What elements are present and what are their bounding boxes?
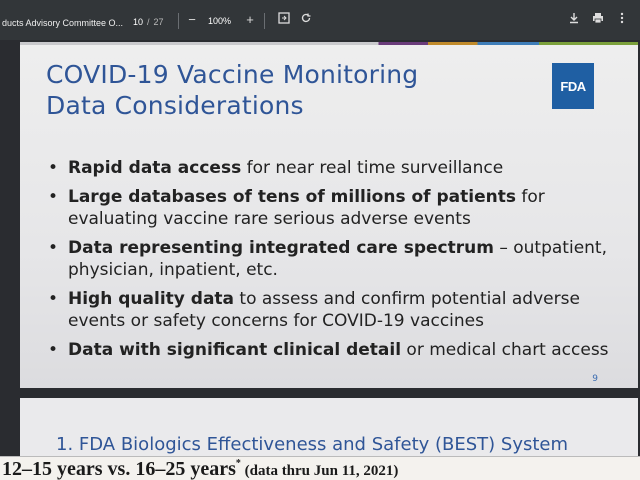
paper-heading	[2, 458, 398, 480]
page-separator: /	[147, 17, 150, 27]
bullet-text: – outpatient, physician, inpatient, etc.	[68, 238, 608, 280]
more-vert-icon[interactable]	[614, 12, 630, 28]
download-icon[interactable]	[566, 12, 582, 28]
slide-title-line1: COVID-19 Vaccine Monitoring	[46, 60, 419, 89]
bullet-item	[46, 157, 626, 179]
bullet-bold: Data representing integrated care spectrum	[68, 238, 494, 258]
page-current[interactable]: 10	[133, 17, 144, 27]
bullet-text: or medical chart access	[401, 340, 609, 360]
pdf-viewer-toolbar	[0, 0, 640, 40]
bullet-bold: Data with significant clinical detail	[68, 340, 402, 360]
bullet-bold: Rapid data access	[68, 158, 242, 178]
slide-page-number: 9	[592, 374, 598, 384]
bullet-bold: High quality data	[68, 289, 235, 309]
document-title: ducts Advisory Committee O...	[2, 18, 124, 28]
paper-heading-note: (data thru Jun 11, 2021)	[240, 463, 399, 479]
slide-page	[20, 42, 638, 388]
bullet-item	[46, 237, 626, 281]
slide-title	[46, 59, 506, 121]
page-indicator[interactable]	[133, 14, 177, 30]
slide-color-bar	[20, 42, 638, 45]
paper-heading-sup: *	[235, 458, 241, 469]
overlapping-paper-document	[0, 456, 640, 480]
bullet-item	[46, 186, 626, 230]
bullet-bold: Large databases of tens of millions of patients	[68, 187, 516, 207]
slide-title-line2: Data Considerations	[46, 91, 304, 120]
fit-page-icon[interactable]	[276, 12, 292, 28]
zoom-out-button[interactable]: −	[188, 12, 196, 27]
page-total: 27	[153, 17, 164, 27]
toolbar-divider	[264, 13, 265, 29]
paper-heading-main: 12–15 years vs. 16–25 years	[2, 458, 236, 480]
bullet-text: for near real time surveillance	[241, 158, 504, 178]
zoom-in-button[interactable]: +	[246, 12, 254, 27]
fda-logo: FDA	[552, 63, 594, 109]
bullet-text: to assess and confirm potential adverse events or safety concerns for COVID-19 vaccines	[68, 289, 580, 331]
print-icon[interactable]	[590, 12, 606, 28]
toolbar-divider	[178, 13, 179, 29]
next-slide-title: 1. FDA Biologics Effectiveness and Safety (BEST) System	[56, 434, 569, 455]
bullet-text: for evaluating vaccine rare serious adverse events	[68, 187, 545, 229]
rotate-icon[interactable]	[298, 12, 314, 28]
bullet-item	[46, 339, 626, 361]
bullet-list	[46, 157, 626, 368]
zoom-level[interactable]: 100%	[208, 16, 232, 26]
bullet-item	[46, 288, 626, 332]
next-slide-page	[20, 398, 638, 458]
